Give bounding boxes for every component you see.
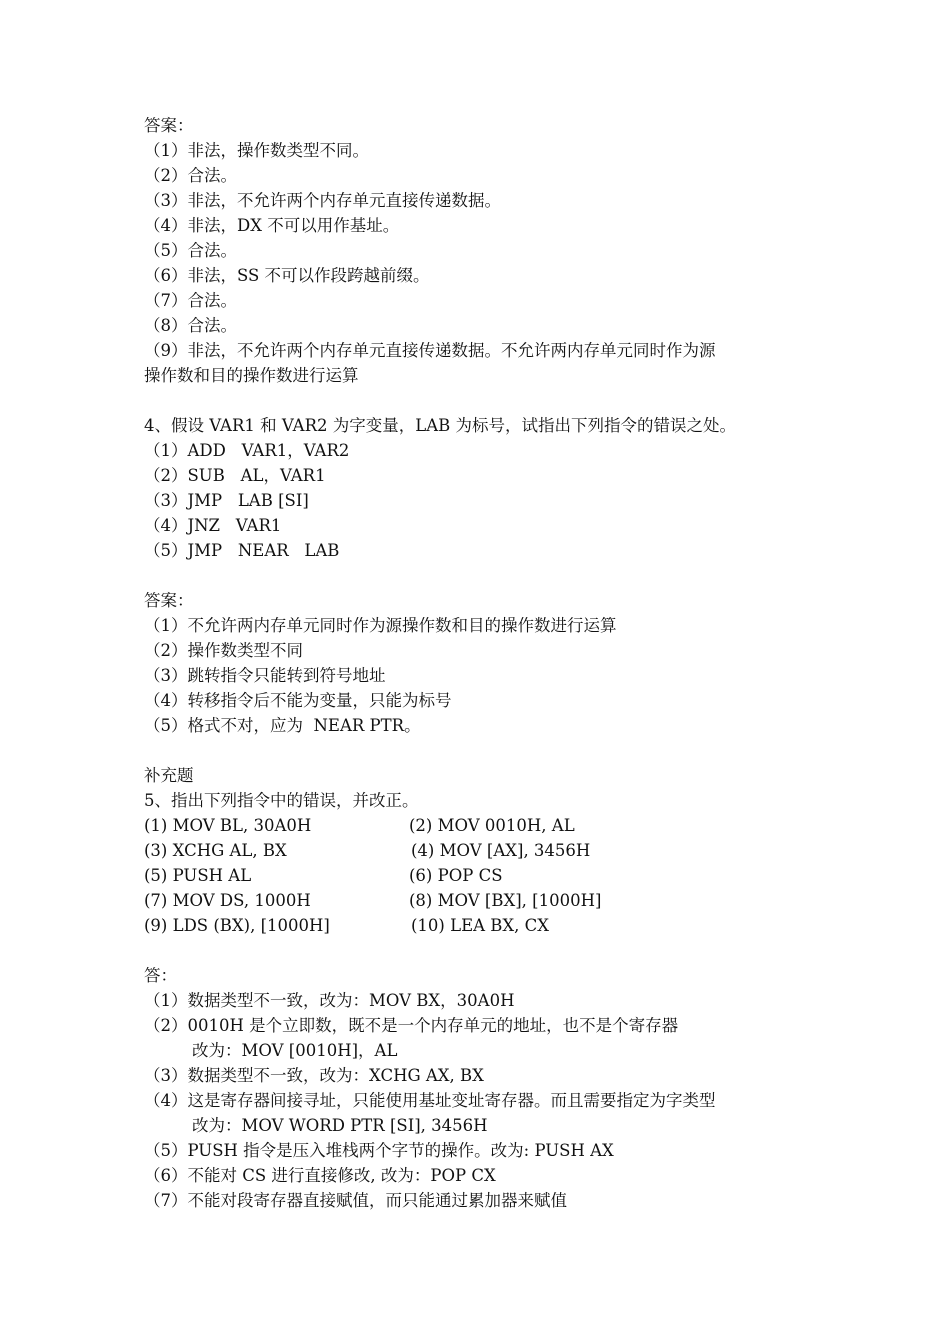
spacer bbox=[144, 563, 824, 588]
answer-item: （6）非法，SS 不可以作段跨越前缀。 bbox=[144, 266, 430, 285]
instruction-left: (7) MOV DS, 1000H bbox=[144, 891, 311, 910]
instruction-right: (6) POP CS bbox=[409, 866, 503, 885]
question-item: （4）JNZ VAR1 bbox=[144, 516, 282, 535]
answer-item: （4）这是寄存器间接寻址，只能使用基址变址寄存器。而且需要指定为字类型 bbox=[144, 1091, 716, 1110]
answer-item: （4）转移指令后不能为变量，只能为标号 bbox=[144, 691, 452, 710]
answer-item: （3）数据类型不一致，改为：XCHG AX, BX bbox=[144, 1066, 484, 1085]
question-item: （5）JMP NEAR LAB bbox=[144, 541, 340, 560]
instruction-row bbox=[144, 813, 824, 838]
instruction-row bbox=[144, 838, 824, 863]
answer-item: （2）操作数类型不同 bbox=[144, 641, 303, 660]
answer-correction: 改为：MOV [0010H]，AL bbox=[192, 1041, 398, 1060]
answer-item: （1）不允许两内存单元同时作为源操作数和目的操作数进行运算 bbox=[144, 616, 617, 635]
spacer bbox=[144, 738, 824, 763]
instruction-row bbox=[144, 863, 824, 888]
answer-correction: 改为：MOV WORD PTR [SI], 3456H bbox=[192, 1116, 488, 1135]
answer-item: （2）0010H 是个立即数，既不是一个内存单元的地址，也不是个寄存器 bbox=[144, 1016, 679, 1035]
question-5-title: 5、指出下列指令中的错误，并改正。 bbox=[144, 791, 419, 810]
question-item: （3）JMP LAB [SI] bbox=[144, 491, 309, 510]
answer-label: 答案： bbox=[144, 116, 194, 135]
answer-item: （4）非法，DX 不可以用作基址。 bbox=[144, 216, 400, 235]
answer-item-continued: 操作数和目的操作数进行运算 bbox=[144, 366, 359, 385]
answer-item: （7）不能对段寄存器直接赋值，而只能通过累加器来赋值 bbox=[144, 1191, 567, 1210]
answer-item: （1）数据类型不一致，改为：MOV BX，30A0H bbox=[144, 991, 515, 1010]
supplement-heading: 补充题 bbox=[144, 766, 194, 785]
instruction-row bbox=[144, 913, 824, 938]
answer-item: （9）非法，不允许两个内存单元直接传递数据。不允许两内存单元同时作为源 bbox=[144, 341, 716, 360]
answer-label: 答： bbox=[144, 966, 177, 985]
instruction-right: (8) MOV [BX], [1000H] bbox=[409, 891, 602, 910]
answer-item: （8）合法。 bbox=[144, 316, 237, 335]
instruction-right: (4) MOV [AX], 3456H bbox=[411, 841, 591, 860]
answer-label: 答案： bbox=[144, 591, 194, 610]
document-page bbox=[144, 113, 824, 1213]
answer-item: （1）非法，操作数类型不同。 bbox=[144, 141, 369, 160]
answer-item: （3）非法，不允许两个内存单元直接传递数据。 bbox=[144, 191, 501, 210]
answer-item: （6）不能对 CS 进行直接修改, 改为：POP CX bbox=[144, 1166, 496, 1185]
instruction-left: (1) MOV BL, 30A0H bbox=[144, 816, 312, 835]
question-4-title: 4、假设 VAR1 和 VAR2 为字变量，LAB 为标号，试指出下列指令的错误之处。 bbox=[144, 416, 736, 435]
spacer bbox=[144, 938, 824, 963]
answer-item: （2）合法。 bbox=[144, 166, 237, 185]
instruction-right: (2) MOV 0010H, AL bbox=[409, 816, 575, 835]
answer-item: （3）跳转指令只能转到符号地址 bbox=[144, 666, 386, 685]
instruction-left: (9) LDS (BX), [1000H] bbox=[144, 916, 330, 935]
instruction-row bbox=[144, 888, 824, 913]
instruction-right: (10) LEA BX, CX bbox=[411, 916, 550, 935]
question-item: （2）SUB AL，VAR1 bbox=[144, 466, 326, 485]
answer-item: （5）PUSH 指令是压入堆栈两个字节的操作。改为: PUSH AX bbox=[144, 1141, 614, 1160]
instruction-left: (5) PUSH AL bbox=[144, 866, 252, 885]
spacer bbox=[144, 388, 824, 413]
answer-item: （5）格式不对，应为 NEAR PTR。 bbox=[144, 716, 421, 735]
answer-item: （5）合法。 bbox=[144, 241, 237, 260]
answer-item: （7）合法。 bbox=[144, 291, 237, 310]
question-item: （1）ADD VAR1，VAR2 bbox=[144, 441, 350, 460]
instruction-left: (3) XCHG AL, BX bbox=[144, 841, 287, 860]
